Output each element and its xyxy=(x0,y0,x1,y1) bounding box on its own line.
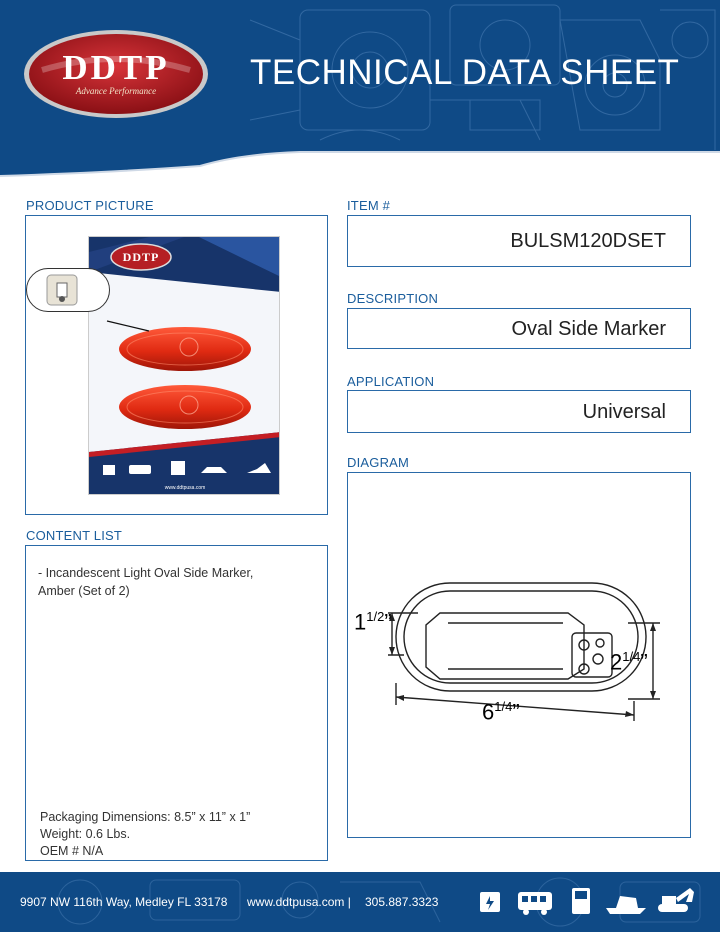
description-label: DESCRIPTION xyxy=(347,291,439,306)
package-logo-text: DDTP xyxy=(122,250,160,264)
connector-callout xyxy=(26,268,110,312)
content-item: - Incandescent Light Oval Side Marker, xyxy=(38,566,254,580)
content-list-label: CONTENT LIST xyxy=(26,528,123,543)
diagram-label: DIAGRAM xyxy=(347,455,410,470)
footer-address: 9907 NW 116th Way, Medley FL 33178 xyxy=(20,895,228,909)
description-value: Oval Side Marker xyxy=(511,318,666,340)
header-wave xyxy=(0,140,720,185)
dimension-height: $1^{1/2}$” xyxy=(354,609,392,635)
footer-icons xyxy=(480,884,700,920)
excavator-icon xyxy=(658,888,694,912)
footer-phone[interactable]: 305.887.3323 xyxy=(365,895,439,909)
application-label: APPLICATION xyxy=(347,374,435,389)
diagram-box xyxy=(347,472,691,838)
page-title: TECHNICAL DATA SHEET xyxy=(250,53,680,92)
oem-number: OEM # N/A xyxy=(40,844,104,858)
header xyxy=(0,0,720,185)
truck-icon xyxy=(572,888,590,914)
content-item: Amber (Set of 2) xyxy=(38,584,130,598)
description-box xyxy=(347,308,691,349)
footer xyxy=(0,872,720,932)
footer-website[interactable]: www.ddtpusa.com | xyxy=(247,895,351,909)
item-number-label: ITEM # xyxy=(347,198,391,213)
item-number-value: BULSM120DSET xyxy=(510,230,666,252)
item-number-box xyxy=(347,215,691,267)
application-value: Universal xyxy=(582,401,666,423)
product-picture-label: PRODUCT PICTURE xyxy=(26,198,154,213)
logo-text: DDTP xyxy=(62,48,170,87)
product-image xyxy=(88,236,280,495)
dimension-length: $6^{1/4}$” xyxy=(482,699,520,725)
packaging-dimensions: Packaging Dimensions: 8.5” x 11” x 1” xyxy=(40,810,251,824)
boat-icon xyxy=(606,896,646,914)
package-url: www.ddtpusa.com xyxy=(164,485,206,491)
logo-tagline: Advance Performance xyxy=(75,86,157,96)
weight: Weight: 0.6 Lbs. xyxy=(40,827,131,841)
bus-icon xyxy=(518,892,552,915)
content-list-box xyxy=(25,545,328,861)
application-box xyxy=(347,390,691,433)
generator-icon xyxy=(480,892,500,912)
dimension-width: $2^{1/4}$” xyxy=(610,649,648,675)
